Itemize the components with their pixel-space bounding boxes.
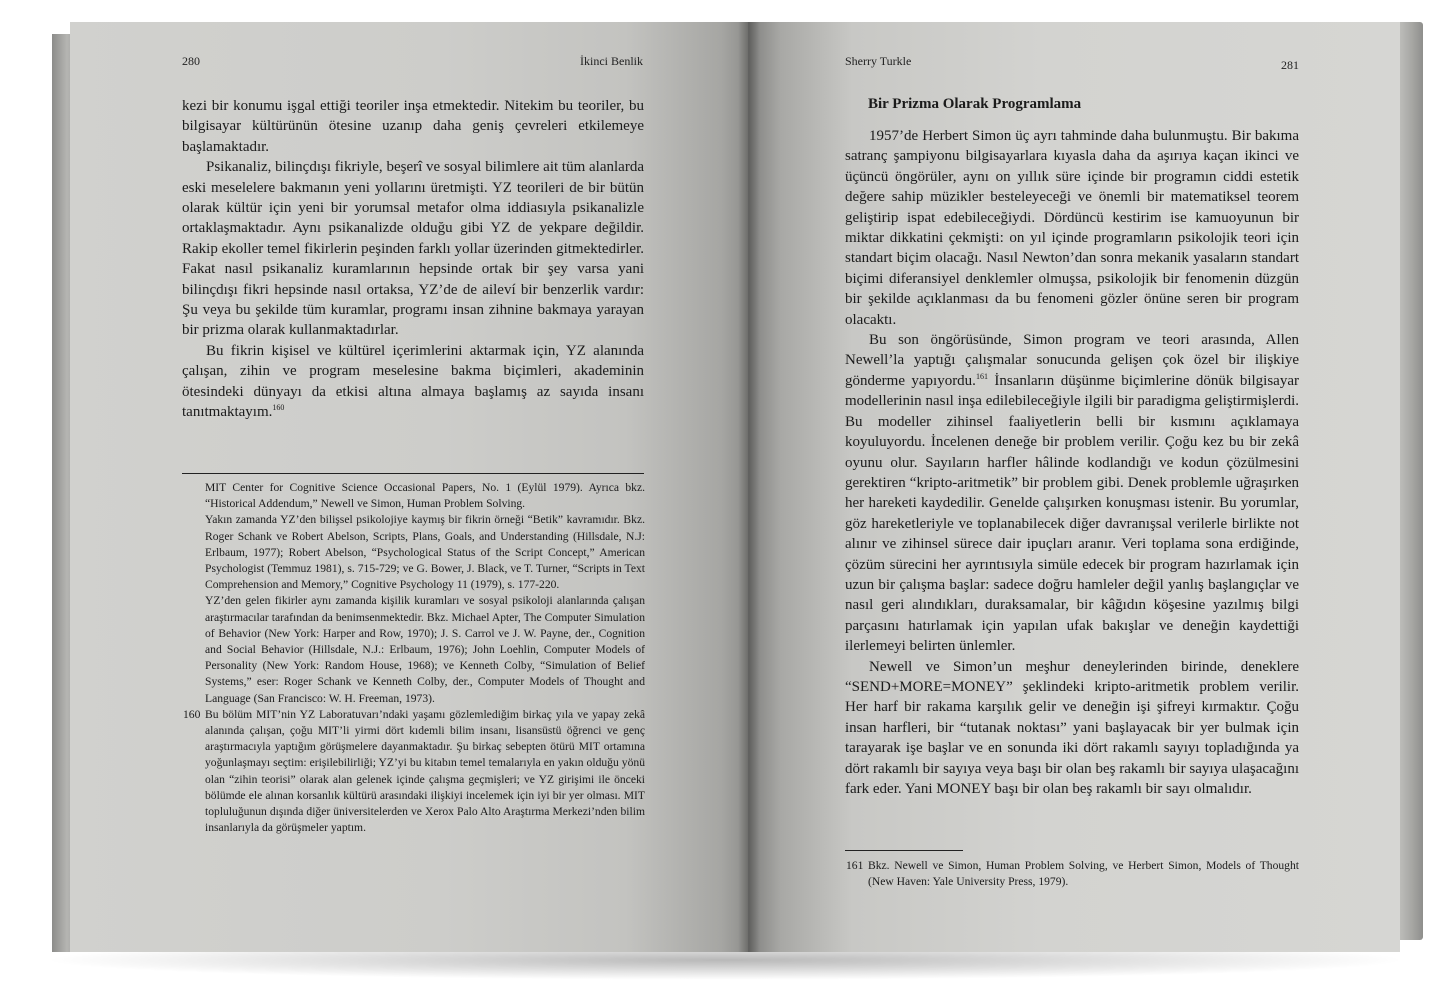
running-title-left: İkinci Benlik — [580, 54, 643, 68]
running-title-right: Sherry Turkle — [845, 54, 912, 68]
footnote: Yakın zamanda YZ’den bilişsel psikolojiye kaymış bir fikrin örneği “Betik” kavramıdır. Bkz. Roger Schank ve Robert Abelson, Scripts, Plans, Goals, and Understanding (Hillsdale, N.J: Erlbaum, 1977); Robert Abelson, “Psychological Status of the Script Concept,” American Psychologist (Temmuz 1981), s. 715-729; ve G. Bower, J. Black, ve T. Turner, “Scripts in Text Comprehension and Memory,” Cognitive Psychology 11 (1979), s. 177-220. — [205, 513, 645, 592]
footnote-ref: 161 — [975, 371, 988, 381]
paragraph: Bu fikrin kişisel ve kültürel içerimlerini aktarmak için, YZ alanında çalışan, zihin ve program meselesine bakma biçimleri, akademinin ötesindeki dünyayı da etkisi altına almaya başlamış az sayıda insanı tanıtmaktayım.$^{160}$ — [182, 342, 644, 421]
footnote: 161 Bkz. Newell ve Simon, Human Problem Solving, ve Herbert Simon, Models of Thought (New Haven: Yale University Press, 1979). — [846, 859, 1299, 889]
book-gutter — [738, 22, 760, 952]
footnote: MIT Center for Cognitive Science Occasional Papers, No. 1 (Eylül 1979). Ayrıca bkz. “Historical Addendum,” Newell ve Simon, Human Problem Solving. — [205, 481, 645, 511]
footnote: YZ’den gelen fikirler aynı zamanda kişilik kuramları ve sosyal psikoloji alanlarında çalışan araştırmacılar tarafından da benimsenmektedir. Bkz. Michael Apter, The Computer Simulation of Behavior (New York: Harper and Row, 1970); J. S. Carrol ve J. W. Payne, der., Cognition and Social Behavior (Hillsdale, N.J.: Erlbaum, 1976); John Loehlin, Computer Models of Personality (New York: Random House, 1968); ve Kenneth Colby, “Simulation of Belief Systems,” eser: Roger Schank ve Kenneth Colby, der., Computer Models of Thought and Language (San Francisco: W. H. Freeman, 1973). — [205, 594, 645, 705]
footnote-rule — [182, 473, 644, 474]
footnote-rule — [845, 850, 963, 851]
right-body-text — [845, 126, 1299, 799]
paragraph: kezi bir konumu işgal ettiği teoriler inşa etmektedir. Nitekim bu teoriler, bu bilgisayar kültürünün ötesine uzanıp daha geniş çevreleri etkilemeye başlamaktadır. — [182, 98, 644, 155]
left-body-text — [182, 96, 644, 423]
paragraph: 1957’de Herbert Simon üç ayrı tahminde daha bulunmuştu. Bir bakıma satranç şampiyonu bilgisayarlara kıyasla daha da aşırıya kaçan ikinci ve üçüncü öngörüler, aynı on yıllık süre içinde bir programın ciddi estetik değere sahip müzikler besteleyeceği ve önemli bir matematiksel teorem geliştirip ispat edebileceğiydi. Dördüncü kestirim ise kamuoyunun bir miktar dikkatini çekmişti: on yıl içinde programların psikolojik teori için standart biçim olacağı. Nasıl Newton’dan sonra mekanik yasaların standart biçimi diferansiyel denklemler olmuşsa, psikolojik bir fenomenin düzgün bir şekilde açıklanması da bu fenomeni gözler önüne seren bir program olacaktı. — [845, 128, 1299, 328]
footnote: 160 Bu bölüm MIT’nin YZ Laboratuvarı’ndaki yaşamı gözlemlediğim birkaç yıla ve yapay zekâ alanında çalışan, çoğu MIT’li yirmi dört kıdemli bilim insanı, lisansüstü öğrenci ve genç araştırmacıyla yaptığım görüşmelere dayanmaktadır. Şu birkaç sebepten ötürü MIT ortamına yoğunlaşmayı seçtim: erişilebilirliği; YZ’yi bu kitabın temel temalarıyla en yakın olduğu yönü olan “zihin teorisi” olarak alan gelenek içinde çalışma geçmişleri; ve YZ girişimi ile önceki bölümde ele alınan korsanlık kültürü arasındaki ilişkiyi incelemek için iyi bir yer olması. MIT topluluğunun dışında diğer üniversitelerden ve Xerox Palo Alto Araştırma Merkezi’nden bilim insanlarıyla da görüşmeler yaptım. — [183, 707, 645, 835]
footnote-number: 160 — [183, 707, 201, 721]
paragraph: Bu son öngörüsünde, Simon program ve teori arasında, Allen Newell’la yaptığı çalışmalar sonucunda gelişen çok özel bir ilişkiye gönderme yapıyordu.$^{161}$ İnsanların düşünme biçimlerine dönük bilgisayar modellerinin nasıl inşa edilebileceğiyle ilgili bir paradigma geliştirmişlerdi. Bu modeller zihinsel faaliyetlerin belli bir kısmını açıklamaya koyuluyordu. İncelenen deneğe bir problem verilir. Çoğu kez bu bir zekâ oyunu olur. Sayıların harfler hâlinde kodlandığı ve kodun çözülmesini gerektiren “kripto-aritmetik” bir problem gibi. Denek problemle uğraşırken her hareketi kaydedilir. Genelde çalışırken konuşması istenir. Bu yorumlar, göz hareketleriyle ve toplanabilecek diğer davranışsal verilerle birlikte not alınır ve zihinsel sürece dair ipuçları aranır. Veri toplama sona erdiğinde, çözüm sürecini her ayrıntısıyla simüle edecek bir program hazırlamak için uzun bir çalışma başlar: sadece doğru hamleler değil yanlış başlangıçlar ve nasıl geri alındıkları, duraksamalar, bir kâğıdın köşesine yazılmış bilgi parçasını hatırlamak için yapılan ufak bakışlar ve deneğin kaydettiği ilerlemeyi belirten ünlemler. — [845, 332, 1299, 655]
page-number-left: 280 — [182, 54, 200, 68]
paragraph: Psikanaliz, bilinçdışı fikriyle, beşerî ve sosyal bilimlere ait tüm alanlarda eski meselelere bakmanın yeni yollarını üretmişti. YZ teorileri de bir bütün olarak kültür için yeni bir yorumsal metafor olma iddiasıyla psikanalizle ortaklaşmaktadır. Aynı psikanalizde olduğu gibi YZ de yekpare değildir. Rakip ekoller temel fikirlerin peşinden farklı yollar üzerinden gitmektedirler. Fakat nasıl psikanaliz kuramlarının hepsinde ortak bir şey varsa yani bilinçdışı fikri hepsinde nasıl ortaksa, YZ’de de aileví bir benzerlik vardır: Şu veya bu şekilde tüm kuramlar, programı insan zihnine bakmaya yarayan bir prizma olarak kullanmaktadırlar. — [182, 159, 644, 339]
footnote-number: 161 — [846, 859, 864, 872]
right-footnotes — [846, 858, 1299, 890]
left-page — [70, 22, 748, 952]
right-page — [748, 22, 1400, 952]
left-footnotes — [183, 480, 645, 836]
section-heading: Bir Prizma Olarak Programlama — [868, 96, 1082, 112]
paragraph: Newell ve Simon’un meşhur deneylerinden birinde, deneklere “SEND+MORE=MONEY” şeklindeki kripto-aritmetik problem verilir. Her harf bir rakama karşılık gelir ve deneğin işi şifreyi kırmaktır. Çoğu insan harfleri, bir “tutanak noktası” yani başlayacak bir yer bulmak için tarayarak işe başlar ve en sonunda iki dört rakamlı sayıyı topladığında ya dört rakamlı bir sayıya veya başı bir olan beş rakamlı bir sayıya ulaşacağını fark eder. Yani MONEY başı bir olan beş rakamlı bir sayı olmalıdır. — [845, 658, 1299, 797]
page-number-right: 281 — [1281, 58, 1299, 72]
footnote-ref: 160 — [272, 403, 285, 413]
